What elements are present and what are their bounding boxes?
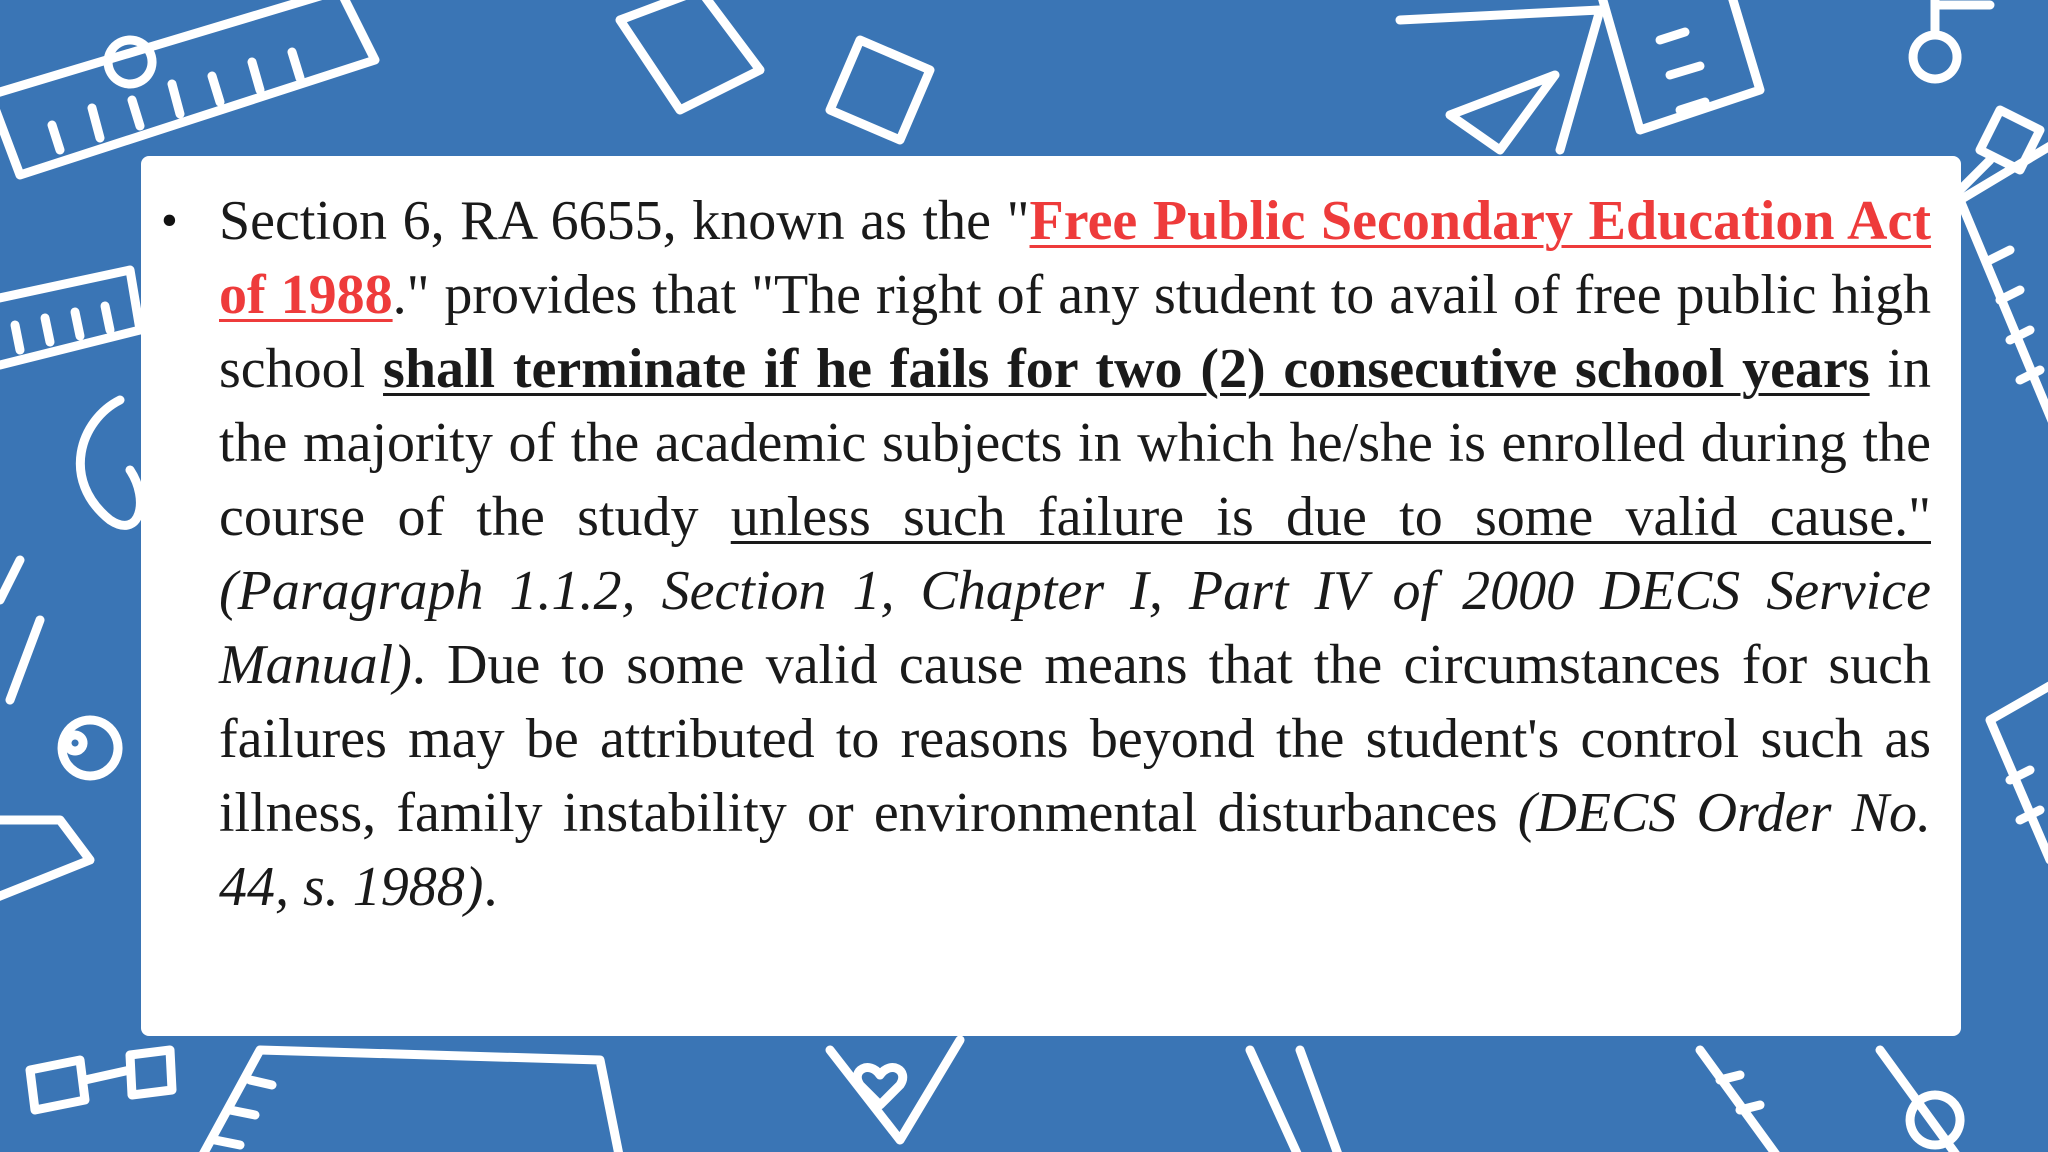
manual-citation: (Paragraph 1.1.2, Section 1, Chapter I, Part IV of 2000 DECS Service Manual) — [219, 560, 1931, 696]
text-segment: . Due to some valid cause means that the circumstances for such failures may be attributed to reasons beyond the student's control such as illness, family instability or environmental disturbances — [219, 634, 1931, 844]
ruler-doodle-bottom-mid — [1250, 1050, 1340, 1152]
act-title-highlight: Free Public Secondary Education Act of 1988 — [219, 190, 1932, 326]
ruler-doodle-bottom-right — [1700, 1050, 1780, 1152]
ruler-doodle-right — [1600, 0, 1760, 130]
compass-doodle — [30, 1050, 172, 1110]
order-citation: (DECS Order No. 44, s. 1988) — [219, 782, 1931, 918]
text-segment: ." provides that "The right of any student to avail of free public high school — [219, 264, 1931, 400]
key-doodle — [1913, 0, 1990, 79]
content-card — [141, 156, 1961, 1036]
termination-clause-emphasis: shall terminate if he fails for two (2) consecutive school years — [383, 338, 1870, 400]
text-segment: Section 6, RA 6655, known as the " — [219, 190, 1030, 252]
valid-cause-underline: unless such failure is due to some valid cause." — [730, 486, 1931, 548]
ruler-doodle-bottom — [200, 1050, 620, 1152]
line-doodle-left — [0, 560, 40, 700]
body-paragraph — [219, 184, 1931, 924]
text-segment: . — [483, 856, 498, 918]
bullet-marker: • — [161, 194, 178, 247]
triangle-doodle — [1450, 75, 1555, 150]
ruler-doodle-lower-right — [1990, 680, 2048, 860]
set-square-doodle — [1960, 140, 2048, 440]
cylinder-doodle — [620, 0, 930, 140]
protractor-doodle — [0, 400, 140, 900]
text-segment: in the majority of the academic subjects in which he/she is enrolled during the course of the study — [219, 338, 1931, 548]
ruler-doodle — [0, 0, 375, 175]
ruler-doodle-left — [0, 270, 140, 365]
triangle-doodle-2 — [1400, 10, 1600, 150]
